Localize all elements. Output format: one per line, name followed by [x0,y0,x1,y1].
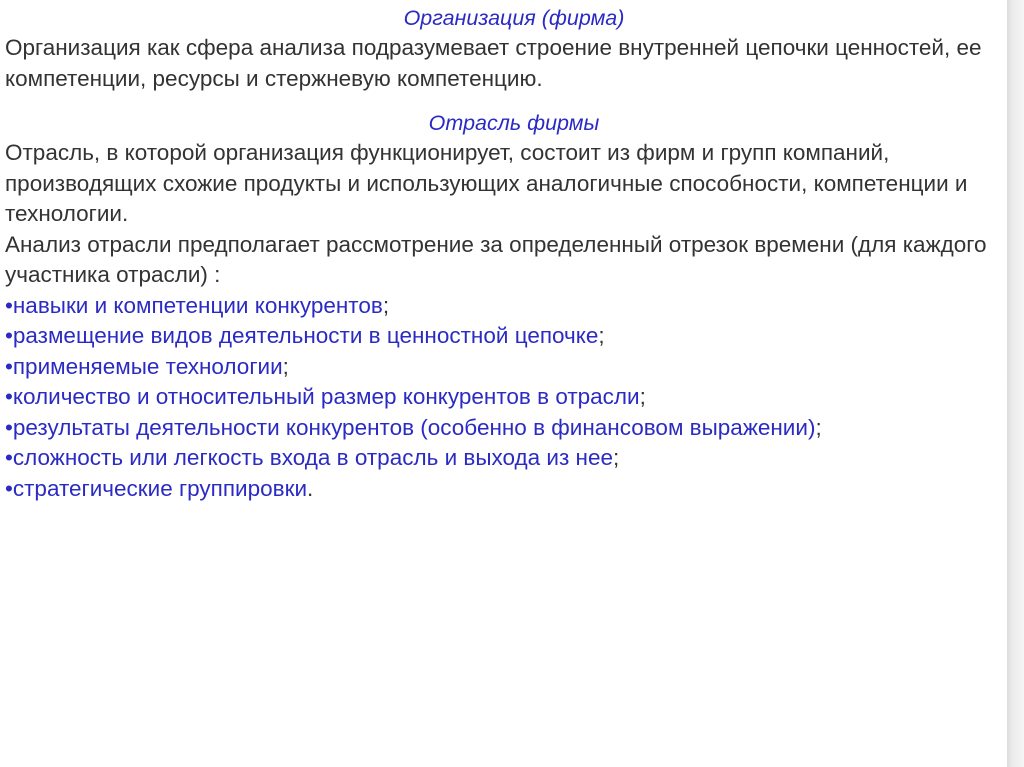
bullet-item [5,474,1005,505]
bullet-end: . [307,475,314,501]
bullet-text: •размещение видов деятельности в ценностной цепочке [5,323,599,348]
bullet-end: ; [613,445,620,470]
bullet-text: •количество и относительный размер конкурентов в отрасли [5,384,640,409]
bullet-end: ; [382,292,390,318]
organization-description: Организация как сфера анализа подразумевает строение внутренней цепочки ценностей, ее компетенции, ресурсы и стержневую компетенцию. [5,35,982,91]
analysis-bullet-list [5,291,1005,505]
bullet-end: ; [598,323,605,348]
bullet-text: •сложность или легкость входа в отрасль и выхода из нее [5,445,614,470]
bullet-item [5,443,1005,474]
industry-analysis-intro: Анализ отрасли предполагает рассмотрение за определенный отрезок времени (для каждого участника отрасли) : [5,231,987,287]
industry-definition: Отрасль, в которой организация функционирует, состоит из фирм и групп компаний, производящих схожие продукты и использующих аналогичные способности, компетенции и технологии. [5,140,968,226]
bullet-item [5,352,1005,383]
bullet-item [5,382,1005,413]
bullet-text: •результаты деятельности конкурентов (особенно в финансовом выражении) [5,414,816,440]
slide-edge-shadow [1007,0,1024,767]
bullet-end: ; [639,384,646,409]
bullet-text: •применяемые технологии [5,353,283,379]
bullet-item [5,413,1005,444]
bullet-end: ; [282,353,289,379]
bullet-item [5,321,1005,352]
heading-industry: Отрасль фирмы [428,111,600,135]
bullet-text: •навыки и компетенции конкурентов [5,292,383,318]
slide-content [5,0,1005,504]
bullet-item [5,291,1005,322]
bullet-text: •стратегические группировки [5,475,308,501]
heading-organization: Организация (фирма) [403,6,625,30]
bullet-end: ; [815,414,822,440]
